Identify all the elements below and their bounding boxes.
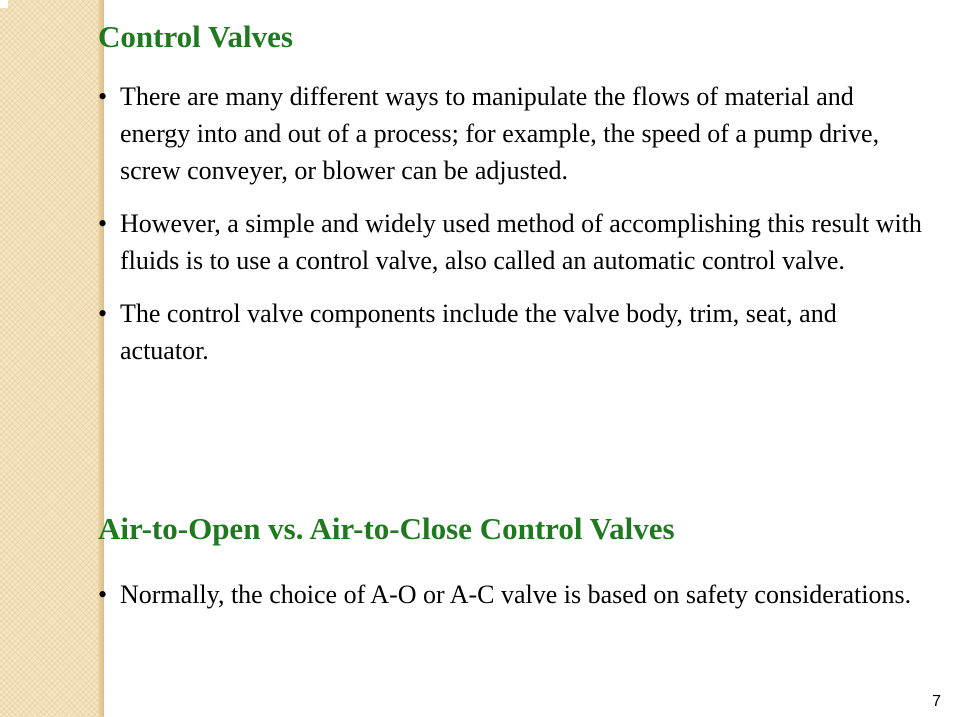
bullet-item: • There are many different ways to manipulate the flows of material and energy into and out of a process; for example, the speed of a pump drive, screw conveyer, or blower can be adjusted. <box>98 78 928 189</box>
corner-mark <box>0 0 8 8</box>
bullet-item: • However, a simple and widely used method of accomplishing this result with fluids is to use a control valve, also called an automatic control valve. <box>98 205 928 279</box>
decorative-sidebar <box>0 0 104 717</box>
section-heading-air-to-open: Air-to-Open vs. Air-to-Close Control Valves <box>98 511 675 546</box>
bullet-item: • Normally, the choice of A-O or A-C valve is based on safety considerations. <box>98 576 928 613</box>
section-heading-control-valves: Control Valves <box>98 19 293 54</box>
bullet-item: • The control valve components include the valve body, trim, seat, and actuator. <box>98 295 928 369</box>
bullet-list-air-to-open <box>98 576 928 613</box>
page-number: 7 <box>932 693 941 710</box>
bullet-list-control-valves <box>98 78 928 369</box>
